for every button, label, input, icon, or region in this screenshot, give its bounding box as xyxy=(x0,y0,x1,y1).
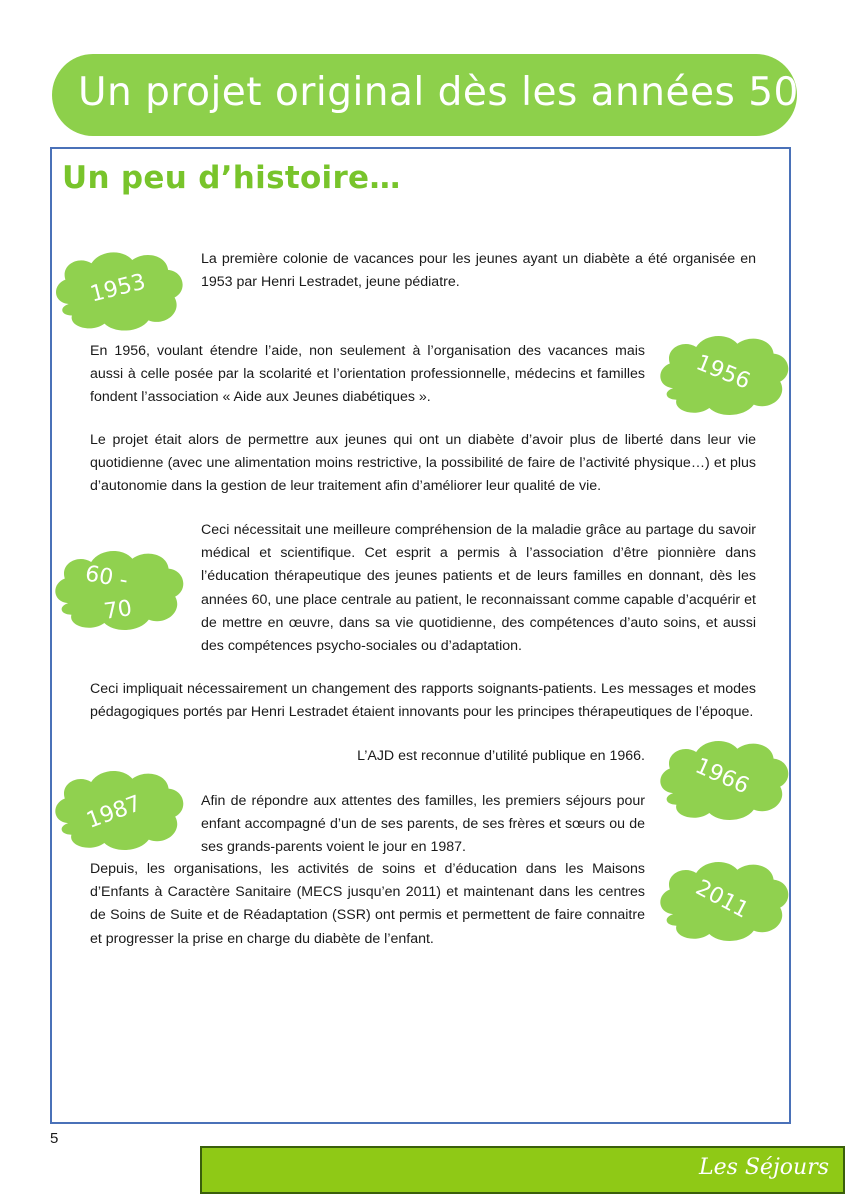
year-cloud-60-70-line1: 60 - xyxy=(83,561,130,594)
footer-section-bar xyxy=(200,1146,845,1194)
year-cloud-1956: 1956 xyxy=(692,350,754,395)
paragraph-education: Ceci nécessitait une meilleure compréhension de la maladie grâce au partage du savoir médical et scientifique. Cet esprit a permis à l’association d’être pionnière dans l’éducation thérapeutique des jeunes patients et de leurs familles en donnant, dès les années 60, une place centrale au patient, le reconnaissant comme capable d’acquérir et de mettre en œuvre, dans sa vie quotidienne, des compétences d’auto soins, et aussi des compétences psycho-sociales ou d’adaptation. xyxy=(201,522,756,655)
paragraph-2011: Depuis, les organisations, les activités de soins et d’éducation dans les Maisons d’Enfants à Caractère Sanitaire (MECS jusqu’en 2011) et maintenant dans les centres de Soins de Suite et de Réadaptation (SSR) ont permis et permettent de faire connaitre et progresser la prise en charge du diabète de l’enfant. xyxy=(90,861,645,947)
paragraph-1953: La première colonie de vacances pour les jeunes ayant un diabète a été organisée en 1953 par Henri Lestradet, jeune pédiatre. xyxy=(201,251,756,291)
paragraph-project: Le projet était alors de permettre aux jeunes qui ont un diabète d’avoir plus de liberté dans leur vie quotidienne (avec une alimentation moins restrictive, la possibilité de faire de l’activité physique…) et plus d’autonomie dans la gestion de leur traitement afin d’améliorer leur qualité de vie. xyxy=(90,432,756,495)
footer-section-label: Les Séjours xyxy=(698,1155,829,1180)
paragraph-1966: L’AJD est reconnue d’utilité publique en 1966. xyxy=(357,748,645,764)
year-cloud-1987: 1987 xyxy=(83,791,145,834)
page-title: Un projet original dès les années 50 xyxy=(78,70,799,115)
paragraph-1956: En 1956, voulant étendre l’aide, non seulement à l’organisation des vacances mais aussi à celle posée par la scolarité et l’orientation professionnelle, médecins et familles fondent l’association « Aide aux Jeunes diabétiques ». xyxy=(90,343,645,406)
page-number: 5 xyxy=(50,1130,59,1147)
year-cloud-1953: 1953 xyxy=(87,269,149,308)
year-cloud-1966: 1966 xyxy=(691,753,753,800)
year-cloud-60-70-line2: 70 xyxy=(102,596,134,625)
year-cloud-2011: 2011 xyxy=(691,875,753,924)
paragraph-relations: Ceci impliquait nécessairement un changement des rapports soignants-patients. Les messages et modes pédagogiques portés par Henri Lestradet étaient innovants pour les principes thérapeutiques de l’époque. xyxy=(90,681,756,721)
section-subtitle: Un peu d’histoire… xyxy=(62,160,401,196)
paragraph-1987: Afin de répondre aux attentes des familles, les premiers séjours pour enfant accompagné d’un de ses parents, de ses frères et sœurs ou de ses grands-parents voient le jour en 1987. xyxy=(201,793,645,856)
